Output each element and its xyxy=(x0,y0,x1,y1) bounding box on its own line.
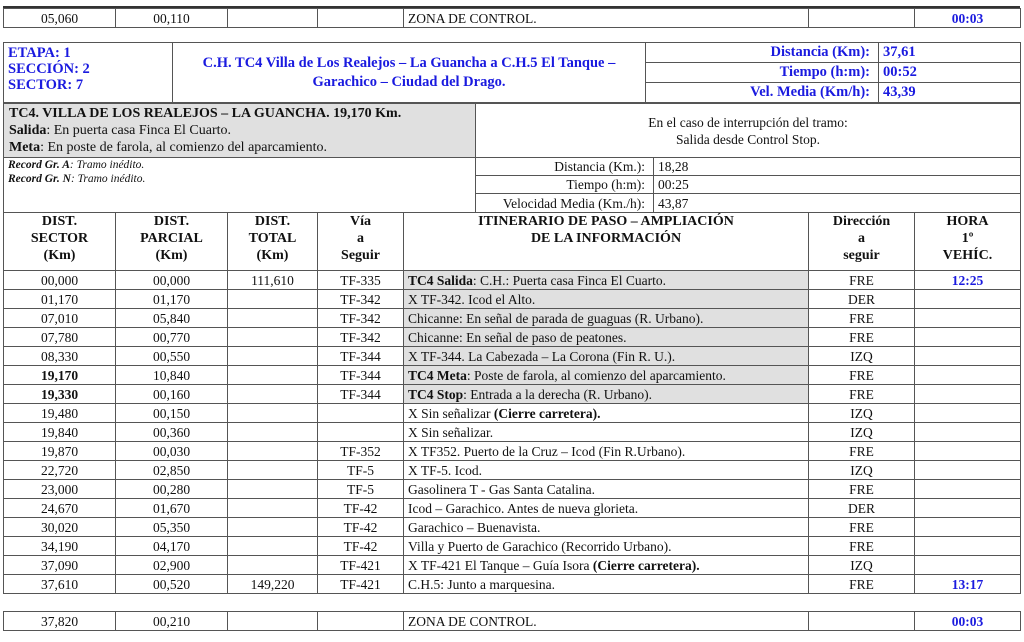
hora xyxy=(915,480,1021,499)
dist-parcial: 00,770 xyxy=(116,328,228,347)
dist-sector: 37,090 xyxy=(4,556,116,575)
via: TF-42 xyxy=(318,499,404,518)
itinerario xyxy=(404,518,809,537)
dist-parcial: 00,000 xyxy=(116,271,228,290)
dist-total xyxy=(228,423,318,442)
dist-total xyxy=(228,461,318,480)
direccion: FRE xyxy=(809,480,915,499)
direccion xyxy=(809,612,915,631)
col-hora: HORA 1º VEHÍC. xyxy=(915,213,1021,271)
interrupt-tiempo-value: 00:25 xyxy=(654,176,1021,194)
direccion: DER xyxy=(809,290,915,309)
stage-ids xyxy=(4,43,173,103)
itinerario-text: : Entrada a la derecha (R. Urbano). xyxy=(463,386,653,402)
itinerario-text: X TF-5. Icod. xyxy=(408,462,482,478)
stage-title-line1: C.H. TC4 Villa de Los Realejos – La Guancha a C.H.5 El Tanque – xyxy=(202,54,616,71)
direccion xyxy=(809,9,915,28)
dist-sector: 37,820 xyxy=(4,612,116,631)
dist-sector: 19,330 xyxy=(4,385,116,404)
dist-parcial: 01,170 xyxy=(116,290,228,309)
dist-sector: 01,170 xyxy=(4,290,116,309)
dist-sector: 24,670 xyxy=(4,499,116,518)
via: TF-42 xyxy=(318,537,404,556)
itinerary-table xyxy=(3,212,1021,594)
itinerario-text: X TF-344. La Cabezada – La Corona (Fin R. U.). xyxy=(408,348,676,364)
dist-sector: 30,020 xyxy=(4,518,116,537)
dist-total xyxy=(228,404,318,423)
direccion: IZQ xyxy=(809,423,915,442)
itinerario-bold-tail: (Cierre carretera). xyxy=(493,405,601,421)
interrupt-note xyxy=(476,104,1021,158)
direccion: IZQ xyxy=(809,404,915,423)
tramo-description xyxy=(4,104,476,158)
table-row xyxy=(4,404,1021,423)
record-n: Record Gr. N: Tramo inédito. xyxy=(8,173,146,185)
dist-total xyxy=(228,290,318,309)
itinerario-bold: TC4 Salida xyxy=(408,272,473,288)
tramo-salida: Salida: En puerta casa Finca El Cuarto. xyxy=(9,123,232,138)
seccion: SECCIÓN: 2 xyxy=(8,61,90,77)
itinerario xyxy=(404,290,809,309)
bottom-control-row xyxy=(3,611,1021,631)
via: TF-342 xyxy=(318,328,404,347)
via: TF-344 xyxy=(318,366,404,385)
itinerario xyxy=(404,423,809,442)
direccion: IZQ xyxy=(809,556,915,575)
interrupt-velocidad-value: 43,87 xyxy=(654,194,1021,213)
hora: 13:17 xyxy=(915,575,1021,594)
vel-media-value: 43,39 xyxy=(879,83,1021,103)
dist-parcial: 00,360 xyxy=(116,423,228,442)
dist-parcial: 05,350 xyxy=(116,518,228,537)
table-row xyxy=(4,537,1021,556)
direccion: FRE xyxy=(809,575,915,594)
via: TF-42 xyxy=(318,518,404,537)
hora xyxy=(915,385,1021,404)
interrupt-distancia-value: 18,28 xyxy=(654,158,1021,176)
itinerario-bold: TC4 Stop xyxy=(408,386,464,402)
itinerario xyxy=(404,347,809,366)
direccion: FRE xyxy=(809,518,915,537)
table-row xyxy=(4,271,1021,290)
direccion: FRE xyxy=(809,271,915,290)
itinerario xyxy=(404,271,809,290)
dist-parcial: 02,900 xyxy=(116,556,228,575)
tiempo-label: Tiempo (h:m): xyxy=(646,63,879,83)
via xyxy=(318,404,404,423)
itinerario-text: Chicanne: En señal de parada de guaguas (R. Urbano). xyxy=(408,310,704,326)
dist-total xyxy=(228,612,318,631)
itinerario: ZONA DE CONTROL. xyxy=(404,9,809,28)
itinerario xyxy=(404,404,809,423)
itinerario xyxy=(404,537,809,556)
itinerario-text: Chicanne: En señal de paso de peatones. xyxy=(408,329,627,345)
via: TF-421 xyxy=(318,575,404,594)
dist-total xyxy=(228,385,318,404)
dist-sector: 07,010 xyxy=(4,309,116,328)
direccion: FRE xyxy=(809,442,915,461)
hora xyxy=(915,404,1021,423)
col-via: Vía a Seguir xyxy=(318,213,404,271)
itinerario-text: Icod – Garachico. Antes de nueva glorieta. xyxy=(408,500,639,516)
dist-sector: 19,840 xyxy=(4,423,116,442)
itinerario xyxy=(404,556,809,575)
hora xyxy=(915,290,1021,309)
dist-parcial: 00,110 xyxy=(116,9,228,28)
itinerario-text: Gasolinera T - Gas Santa Catalina. xyxy=(408,481,595,497)
dist-parcial: 10,840 xyxy=(116,366,228,385)
hora xyxy=(915,309,1021,328)
itinerario: ZONA DE CONTROL. xyxy=(404,612,809,631)
dist-total xyxy=(228,9,318,28)
dist-parcial: 04,170 xyxy=(116,537,228,556)
via xyxy=(318,9,404,28)
tramo-info xyxy=(3,103,1021,213)
itinerario-text: X TF-421 El Tanque – Guía Isora xyxy=(408,557,593,573)
top-control-row xyxy=(3,8,1021,28)
table-row xyxy=(4,480,1021,499)
itinerario xyxy=(404,461,809,480)
col-dist-parcial: DIST. PARCIAL (Km) xyxy=(116,213,228,271)
via: TF-421 xyxy=(318,556,404,575)
hora xyxy=(915,518,1021,537)
stage-title xyxy=(173,43,646,103)
itinerario-bold-tail: (Cierre carretera). xyxy=(592,557,700,573)
interrupt-tiempo-label: Tiempo (h:m): xyxy=(476,176,654,194)
table-row xyxy=(4,461,1021,480)
via: TF-5 xyxy=(318,480,404,499)
hora xyxy=(915,556,1021,575)
table-row xyxy=(4,575,1021,594)
dist-parcial: 00,030 xyxy=(116,442,228,461)
direccion: FRE xyxy=(809,385,915,404)
dist-parcial: 00,520 xyxy=(116,575,228,594)
dist-sector: 22,720 xyxy=(4,461,116,480)
dist-parcial: 01,670 xyxy=(116,499,228,518)
dist-parcial: 00,150 xyxy=(116,404,228,423)
dist-total xyxy=(228,518,318,537)
dist-total xyxy=(228,366,318,385)
dist-total: 149,220 xyxy=(228,575,318,594)
dist-sector: 19,170 xyxy=(4,366,116,385)
table-row xyxy=(4,385,1021,404)
itinerario xyxy=(404,328,809,347)
itinerario-text: X TF-342. Icod el Alto. xyxy=(408,291,536,307)
col-dist-total: DIST. TOTAL (Km) xyxy=(228,213,318,271)
distancia-label: Distancia (Km): xyxy=(646,43,879,63)
dist-parcial: 05,840 xyxy=(116,309,228,328)
table-row xyxy=(4,328,1021,347)
dist-total xyxy=(228,556,318,575)
table-row xyxy=(4,556,1021,575)
itinerario-text: Villa y Puerto de Garachico (Recorrido Urbano). xyxy=(408,538,672,554)
distancia-value: 37,61 xyxy=(879,43,1021,63)
tiempo-value: 00:52 xyxy=(879,63,1021,83)
hora xyxy=(915,347,1021,366)
itinerario-bold: TC4 Meta xyxy=(408,367,467,383)
interrupt-distancia-label: Distancia (Km.): xyxy=(476,158,654,176)
hora xyxy=(915,366,1021,385)
hora: 00:03 xyxy=(915,9,1021,28)
via xyxy=(318,423,404,442)
direccion: IZQ xyxy=(809,347,915,366)
table-row xyxy=(4,499,1021,518)
table-row xyxy=(4,518,1021,537)
itinerario-text: Garachico – Buenavista. xyxy=(408,519,541,535)
col-dist-sector: DIST. SECTOR (Km) xyxy=(4,213,116,271)
hora xyxy=(915,328,1021,347)
via: TF-344 xyxy=(318,385,404,404)
dist-parcial: 00,210 xyxy=(116,612,228,631)
etapa: ETAPA: 1 xyxy=(8,45,71,61)
direccion: FRE xyxy=(809,366,915,385)
dist-parcial: 00,160 xyxy=(116,385,228,404)
itinerario xyxy=(404,499,809,518)
interrupt-line2: Salida desde Control Stop. xyxy=(676,131,820,147)
dist-sector: 19,870 xyxy=(4,442,116,461)
itinerario xyxy=(404,309,809,328)
dist-total xyxy=(228,328,318,347)
dist-sector: 00,000 xyxy=(4,271,116,290)
dist-parcial: 00,280 xyxy=(116,480,228,499)
dist-total xyxy=(228,480,318,499)
via xyxy=(318,612,404,631)
dist-total xyxy=(228,499,318,518)
stage-title-line2: Garachico – Ciudad del Drago. xyxy=(312,73,506,90)
via: TF-344 xyxy=(318,347,404,366)
dist-total xyxy=(228,347,318,366)
itinerario xyxy=(404,385,809,404)
direccion: FRE xyxy=(809,328,915,347)
itinerario xyxy=(404,366,809,385)
itinerario-text: X Sin señalizar. xyxy=(408,424,494,440)
direccion: FRE xyxy=(809,309,915,328)
tramo-title: TC4. VILLA DE LOS REALEJOS – LA GUANCHA. 19,170 Km. xyxy=(9,106,402,121)
dist-sector: 05,060 xyxy=(4,9,116,28)
itinerario xyxy=(404,575,809,594)
dist-sector: 23,000 xyxy=(4,480,116,499)
dist-sector: 37,610 xyxy=(4,575,116,594)
via: TF-342 xyxy=(318,309,404,328)
dist-parcial: 00,550 xyxy=(116,347,228,366)
table-row xyxy=(4,366,1021,385)
stage-header xyxy=(3,42,1021,103)
direccion: DER xyxy=(809,499,915,518)
tramo-meta: Meta: En poste de farola, al comienzo del aparcamiento. xyxy=(9,140,327,155)
interrupt-line1: En el caso de interrupción del tramo: xyxy=(648,114,848,130)
records xyxy=(4,158,476,213)
dist-sector: 07,780 xyxy=(4,328,116,347)
itinerario-text: X TF352. Puerto de la Cruz – Icod (Fin R.Urbano). xyxy=(408,443,686,459)
dist-total xyxy=(228,309,318,328)
table-row xyxy=(4,309,1021,328)
dist-sector: 34,190 xyxy=(4,537,116,556)
col-itinerario: ITINERARIO DE PASO – AMPLIACIÓN DE LA INFORMACIÓN xyxy=(404,213,809,271)
table-row xyxy=(4,347,1021,366)
itinerario-text: : C.H.: Puerta casa Finca El Cuarto. xyxy=(472,272,666,288)
hora xyxy=(915,499,1021,518)
via: TF-5 xyxy=(318,461,404,480)
via: TF-335 xyxy=(318,271,404,290)
dist-parcial: 02,850 xyxy=(116,461,228,480)
interrupt-velocidad-label: Velocidad Media (Km./h): xyxy=(476,194,654,213)
direccion: FRE xyxy=(809,537,915,556)
dist-sector: 08,330 xyxy=(4,347,116,366)
itinerario xyxy=(404,480,809,499)
hora xyxy=(915,423,1021,442)
itinerario xyxy=(404,442,809,461)
direccion: IZQ xyxy=(809,461,915,480)
itinerario-text: C.H.5: Junto a marquesina. xyxy=(408,576,555,592)
hora xyxy=(915,461,1021,480)
hora xyxy=(915,442,1021,461)
table-row xyxy=(4,442,1021,461)
table-row xyxy=(4,290,1021,309)
sector: SECTOR: 7 xyxy=(8,77,84,93)
dist-total xyxy=(228,537,318,556)
itinerario-text: : Poste de farola, al comienzo del aparcamiento. xyxy=(466,367,726,383)
hora: 12:25 xyxy=(915,271,1021,290)
vel-media-label: Vel. Media (Km/h): xyxy=(646,83,879,103)
dist-sector: 19,480 xyxy=(4,404,116,423)
table-row xyxy=(4,423,1021,442)
hora: 00:03 xyxy=(915,612,1021,631)
itinerario-text: X Sin señalizar xyxy=(408,405,494,421)
via: TF-352 xyxy=(318,442,404,461)
dist-total: 111,610 xyxy=(228,271,318,290)
record-a: Record Gr. A: Tramo inédito. xyxy=(8,159,145,171)
hora xyxy=(915,537,1021,556)
col-direccion: Dirección a seguir xyxy=(809,213,915,271)
via: TF-342 xyxy=(318,290,404,309)
dist-total xyxy=(228,442,318,461)
